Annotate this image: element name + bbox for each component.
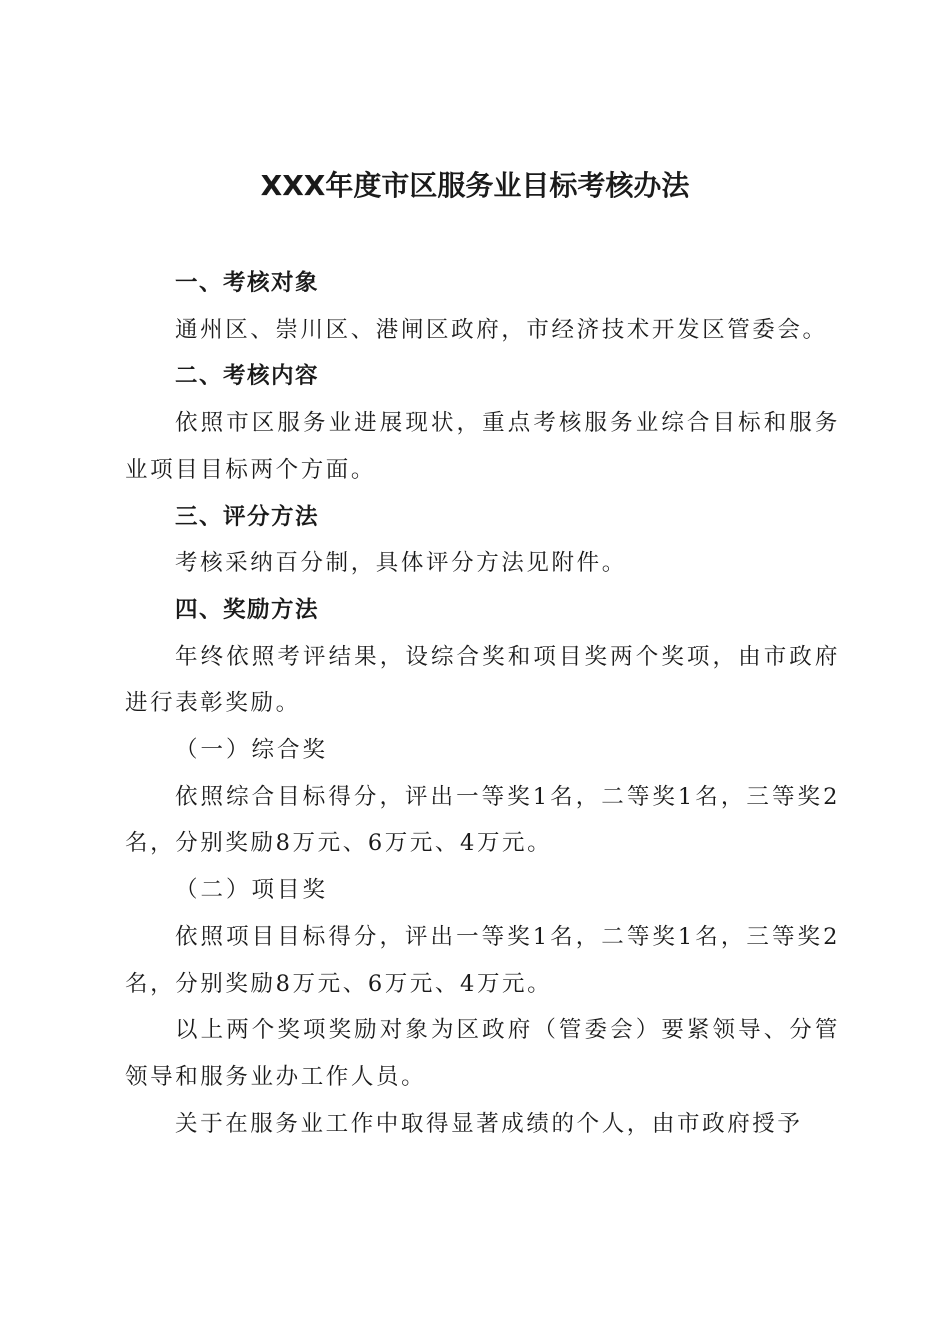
paragraph-project-award: 依照项目目标得分，评出一等奖1名，二等奖1名，三等奖2名，分别奖励8万元、6万元、4万元。	[125, 923, 840, 997]
paragraph-rewards: 年终依照考评结果，设综合奖和项目奖两个奖项，由市政府进行表彰奖励。	[125, 643, 840, 717]
paragraph-award-recipients: 以上两个奖项奖励对象为区政府（管委会）要紧领导、分管领导和服务业办工作人员。	[125, 1017, 840, 1090]
paragraph-target-list: 通州区、崇川区、港闸区政府，市经济技术开发区管委会。	[175, 316, 828, 343]
section-heading-scoring: 三、评分方法	[175, 503, 320, 530]
paragraph-comprehensive-award: 依照综合目标得分，评出一等奖1名，二等奖1名，三等奖2名，分别奖励8万元、6万元、4万元。	[125, 783, 840, 857]
section-heading-content: 二、考核内容	[175, 363, 320, 390]
section-heading-rewards: 四、奖励方法	[175, 596, 320, 623]
section-heading-target: 一、考核对象	[175, 270, 320, 296]
subheading-project-award: （二）项目奖	[175, 877, 329, 904]
document-body	[125, 260, 840, 1147]
document-title: XXX年度市区服务业目标考核办法	[260, 169, 690, 202]
paragraph-scoring: 考核采纳百分制，具体评分方法见附件。	[175, 550, 627, 577]
subheading-comprehensive-award: （一）综合奖	[175, 737, 329, 764]
paragraph-content: 依照市区服务业进展现状，重点考核服务业综合目标和服务业项目目标两个方面。	[125, 410, 840, 483]
paragraph-individual-honors: 关于在服务业工作中取得显著成绩的个人，由市政府授予	[175, 1110, 803, 1137]
